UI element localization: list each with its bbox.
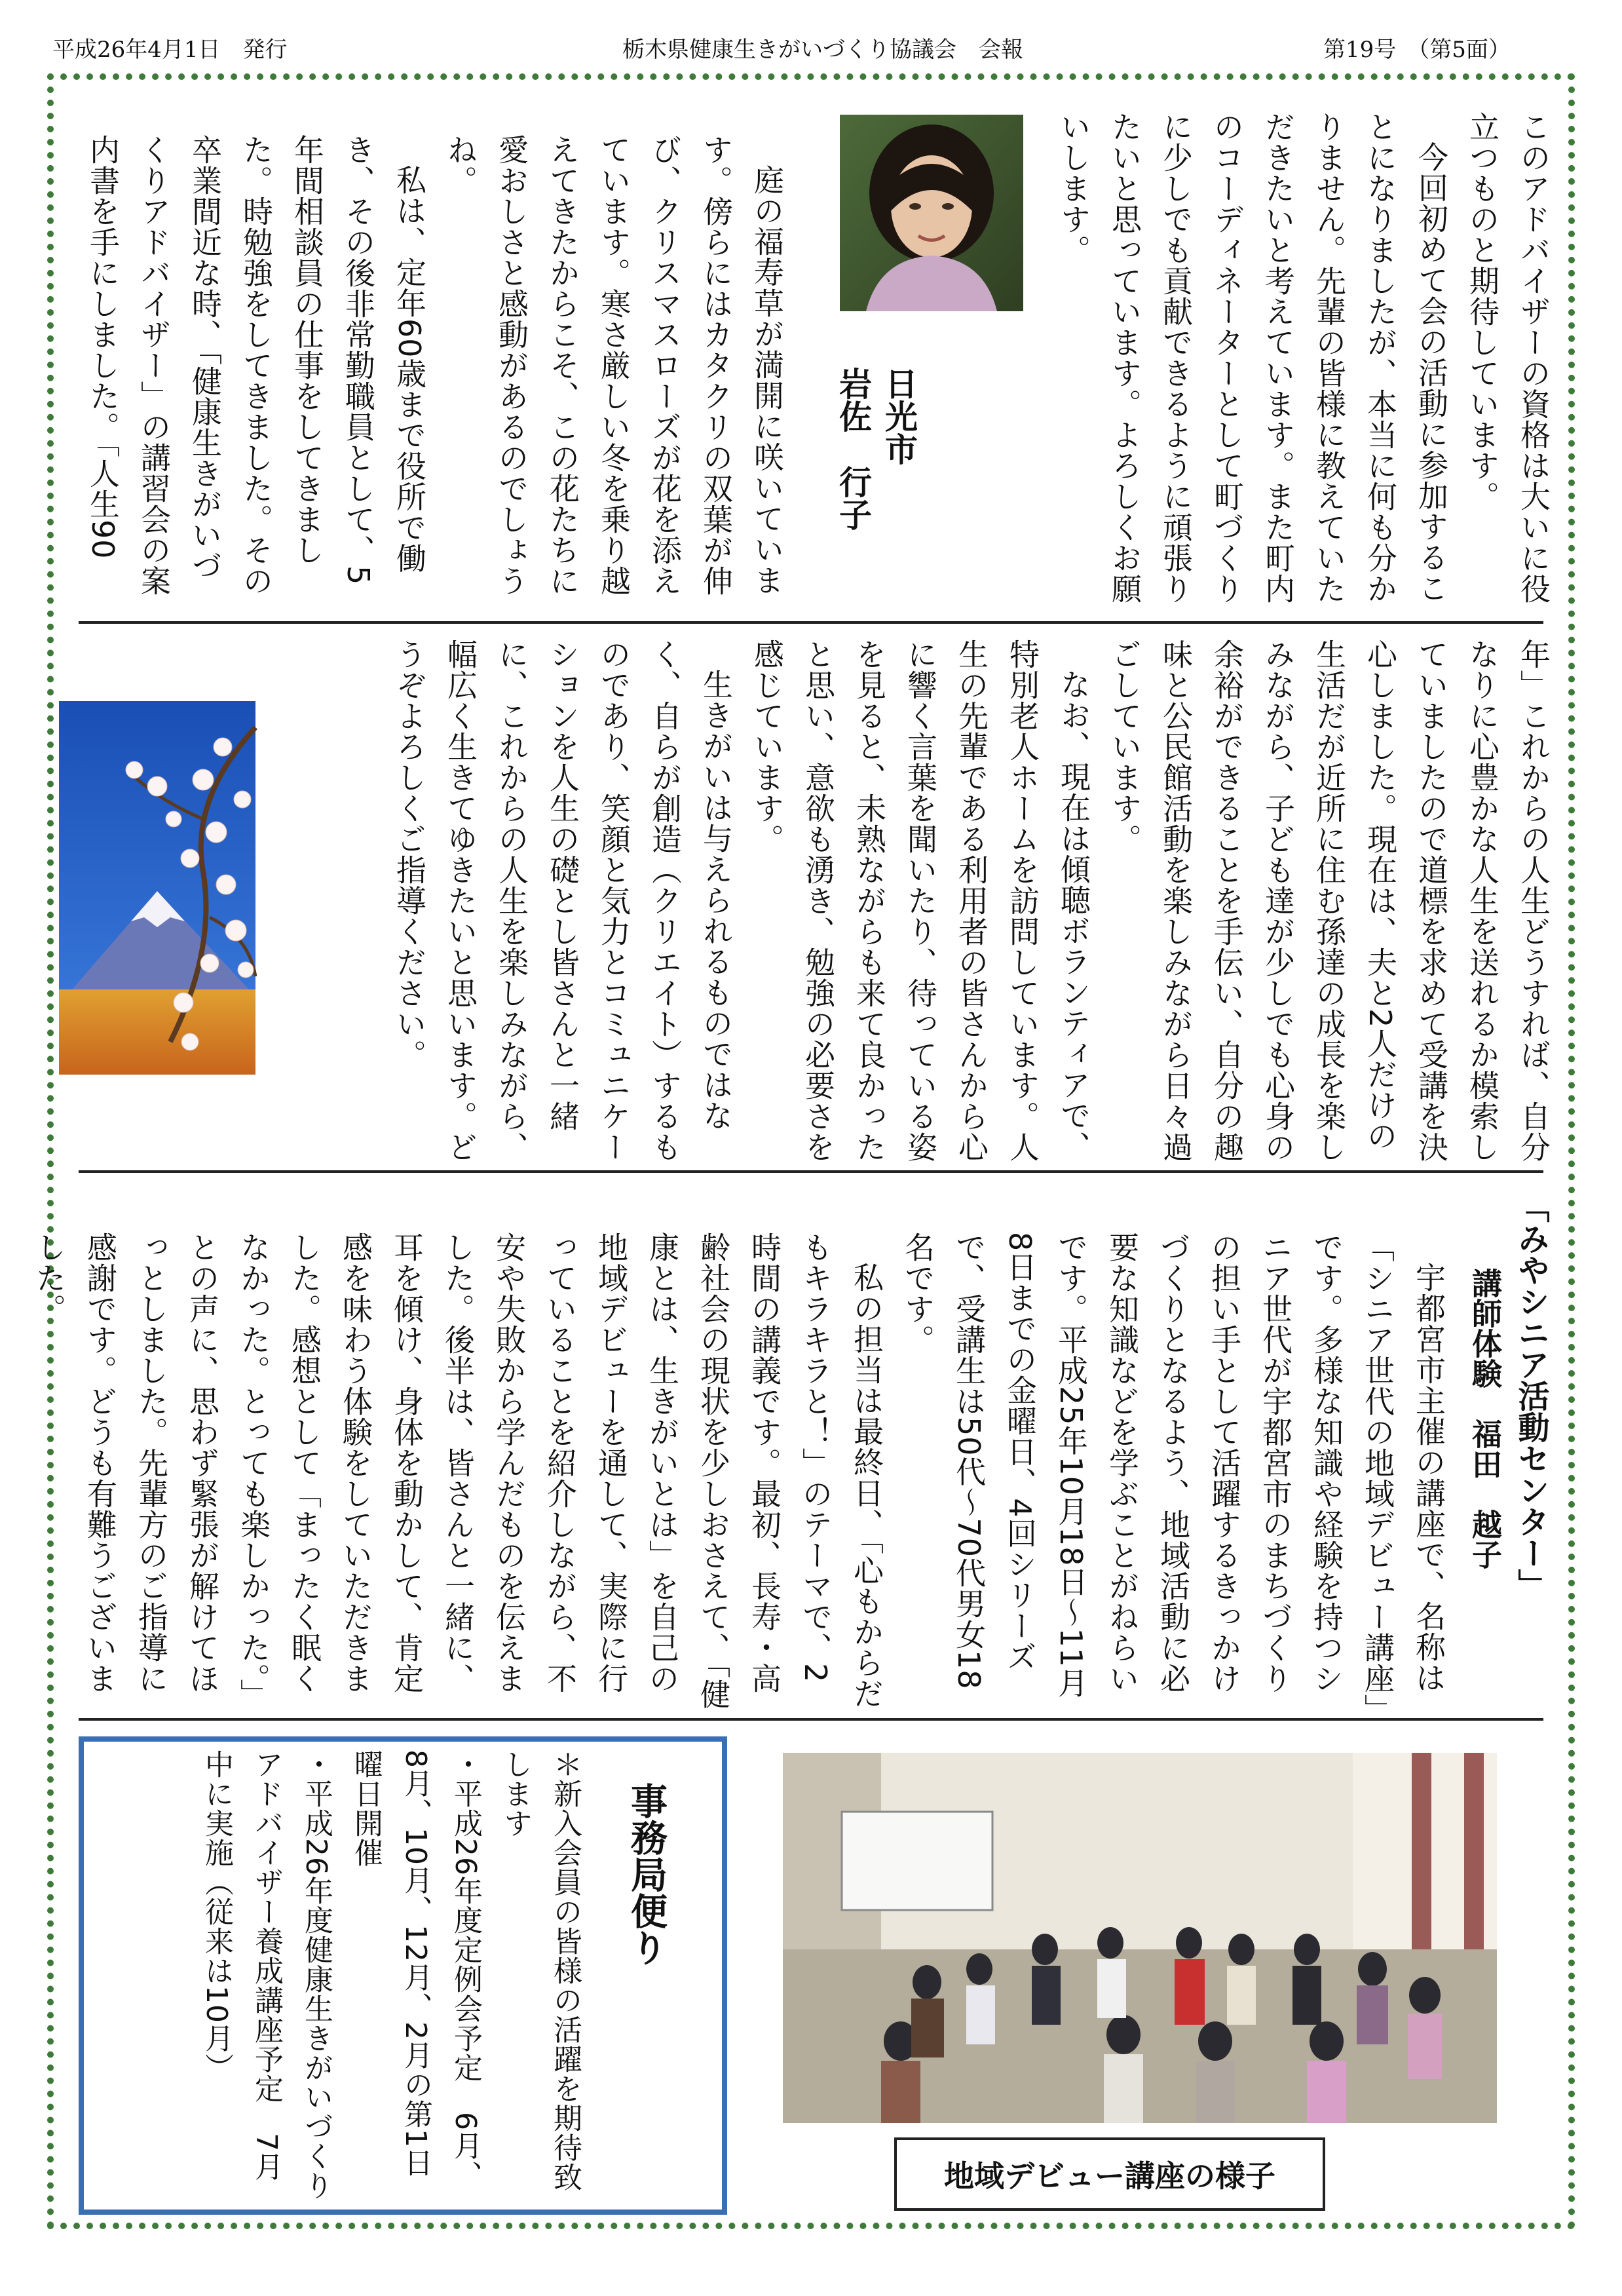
article1-text-b: 年」これからの人生どうすれば、自分なりに心豊かな人生を送れるか模索していましたので道標を求めて受講を決心しました。現在は、夫と2人だけの生活だが近所に住む孫達の成長を楽しみながら、子ども達が少しでも心身の余裕ができることを手伝い、自分の趣味と公民館活動を楽しみながら日々過ごしています。 なお、現在は傾聴ボランティアで、特別老人ホームを訪問しています。人生の先輩である利用者の皆さんから心に響く言葉を聞いたり、待っている姿を見ると、未熟ながらも来て良かったと思い、意欲も湧き、勉強の必要さを感じています。 生きがいは与えられるものではなく、自らが創造（クリエイト）するものであり、笑顔と気力とコミュニケーションを人生の礎とし皆さんと一緒に、これからの人生を楽しみながら、幅広く生きてゆきたいと思います。どうぞよろしくご指導ください。 [392,639,1551,1162]
office-item-1: ＊新入会員の皆様の活躍を期待致します [499,1750,582,2192]
article1-text-a: 庭の福寿草が満開に咲いています。傍らにはカタクリの双葉が伸び、クリスマスローズが花を添えています。寒さ厳しい冬を乗り越えてきたからこそ、この花たちに愛おしさと感動があるのでしょうね。 私は、定年60歳まで役所で働き、その後非常勤職員として、5年間相談員の仕事をしてきました。時勉強をしてきました。その卒業間近な時、「健康生きがいづくりアドバイザー」の講習会の案内書を手にしました。「人生90 [85,134,785,596]
office-item-2: ・平成26年度定例会予定 6月、8月、10月、12月、2月の第1日曜日開催 [349,1750,482,2190]
photo-caption: 地域デビュー講座の様子 [894,2137,1325,2211]
office-item-3: ・平成26年度健康生きがいづくりアドバイザー養成講座予定 7月中に実施（従来は10月） [200,1750,333,2200]
author-city: 日光市 [880,367,918,465]
issue-date: 平成26年4月1日 発行 [52,37,288,63]
divider-3 [79,1718,1543,1721]
article2-subtitle: 講師体験 福田 越子 [1467,1268,1503,1569]
newsletter-org: 栃木県健康生きがいづくり協議会 会報 [622,37,1023,63]
article2-title: 「みやシニア活動センター」 [1513,1191,1549,1600]
office-title: 事務局便り [625,1782,668,1966]
issue-number: 第19号 （第5面） [1323,37,1511,63]
article1-intro-text: このアドバイザーの資格は大いに役立つものと期待しています。 今回初めて会の活動に参加することになりましたが、本当に何も分かりません。先輩の皆様に教えていただきたいと考えています。また町内のコーディネーターとして町づくりに少しでも貢献できるように頑張りたいと思っています。よろしくお願いします。 [1056,111,1551,604]
seminar-photo [783,1753,1497,2123]
fuji-blossom-illustration [59,701,255,1075]
office-items [157,1750,590,2202]
author-name: 岩佐 行子 [834,367,872,531]
author-portrait [840,115,1023,311]
article2-text: 宇都宮市主催の講座で、名称は「シニア世代の地域デビュー講座」です。多様な知識や経験を持つシニア世代が宇都宮市のまちづくりの担い手として活躍するきっかけづくりとなるよう、地域活動に必要な知識などを学ぶことがねらいです。平成25年10月18日～11月8日までの金曜日、4回シリーズで、受講生は50代～70代男女18名です。 私の担当は最終日、「心もからだもキラキラと！」のテーマで、2時間の講義です。最初、長寿・高齢社会の現状を少しおさえて、「健康とは、生きがいとは」を自己の地域デビューを通して、実際に行っていることを紹介しながら、不安や失敗から学んだものを伝えました。後半は、皆さんと一緒に、耳を傾け、身体を動かして、肯定感を味わう体験をしていただきました。感想として「まったく眠くなかった。とっても楽しかった。」との声に、思わず緊張が解けてほっとしました。先輩方のご指導に感謝です。どうも有難うございました。 [31,1232,1446,1710]
divider-2 [79,1170,1543,1173]
divider-1 [79,621,1543,624]
